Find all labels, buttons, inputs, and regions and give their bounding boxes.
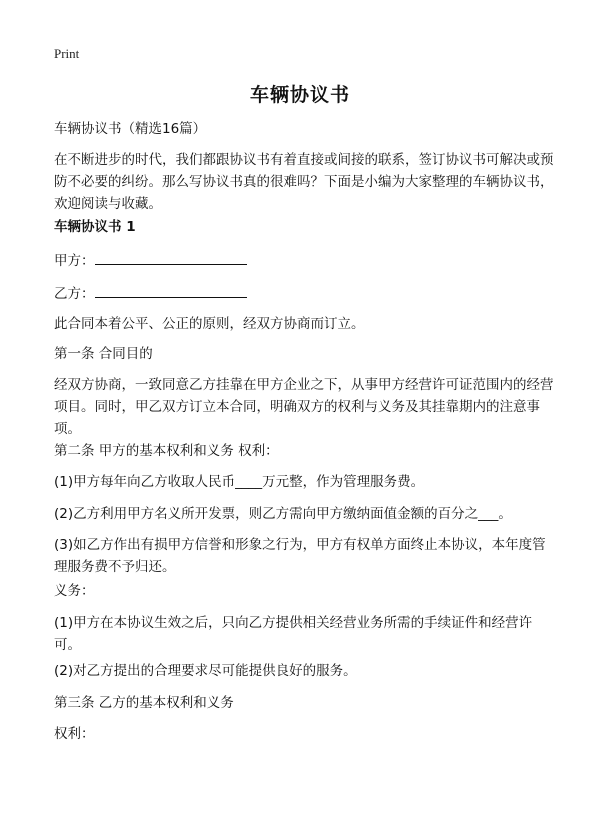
party-b-line xyxy=(54,281,554,305)
article1-body: 经双方协商，一致同意乙方挂靠在甲方企业之下，从事甲方经营许可证范围内的经营项目。同时，甲乙双方订立本合同，明确双方的权利与义务及其挂靠期内的注意事项。 xyxy=(54,377,554,437)
intro-paragraph: 在不断进步的时代，我们都跟协议书有着直接或间接的联系，签订协议书可解决或预防不必要的纠纷。那么写协议书真的很难吗？下面是小编为大家整理的车辆协议书，欢迎阅读与收藏。 xyxy=(54,152,554,212)
right-item-3: (3)如乙方作出有损甲方信誉和形象之行为，甲方有权单方面终止本协议，本年度管理服务费不予归还。 xyxy=(54,537,546,575)
party-a-label: 甲方： xyxy=(54,253,95,269)
right2-prefix: (2)乙方利用甲方名义所开发票，则乙方需向甲方缴纳面值金额的百分之 xyxy=(54,506,479,522)
duty-label: 义务： xyxy=(54,583,95,599)
party-a-line xyxy=(54,248,554,272)
right-item-1 xyxy=(54,471,554,493)
duty-item-2: (2)对乙方提出的合理要求尽可能提供良好的服务。 xyxy=(54,663,357,679)
print-link[interactable]: Print xyxy=(54,46,80,61)
principle-paragraph: 此合同本着公平、公正的原则，经双方协商而订立。 xyxy=(54,316,365,332)
right2-blank: ___ xyxy=(478,506,499,522)
document-title: 车辆协议书 xyxy=(249,84,350,106)
article1-heading: 第一条 合同目的 xyxy=(54,346,153,362)
right1-suffix: 万元整，作为管理服务费。 xyxy=(262,474,425,490)
duty-item-1: (1)甲方在本协议生效之后，只向乙方提供相关经营业务所需的手续证件和经营许可。 xyxy=(54,615,533,653)
article3-heading: 第三条 乙方的基本权利和义务 xyxy=(54,695,234,711)
document-subtitle: 车辆协议书（精选16篇） xyxy=(54,121,207,137)
section-heading: 车辆协议书 1 xyxy=(54,219,136,235)
right1-prefix: (1)甲方每年向乙方收取人民币 xyxy=(54,474,236,490)
right-item-2 xyxy=(54,503,554,525)
party-b-blank xyxy=(95,281,247,298)
right1-blank: ____ xyxy=(235,474,263,490)
party-b-label: 乙方： xyxy=(54,286,95,302)
party-a-blank xyxy=(95,248,247,265)
right2-suffix: 。 xyxy=(498,506,512,522)
article2-heading: 第二条 甲方的基本权利和义务 权利： xyxy=(54,443,279,459)
rights-label: 权利： xyxy=(54,726,95,742)
